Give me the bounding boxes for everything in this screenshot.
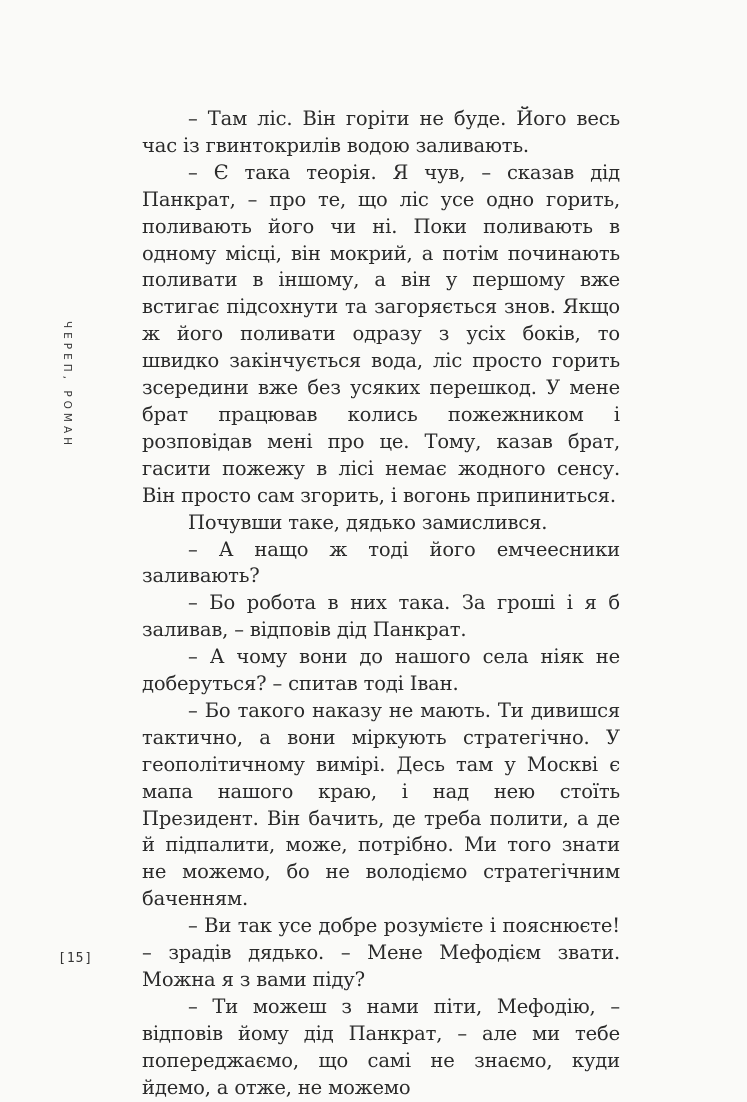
- paragraph: – Бо робота в них така. За гроші і я б заливав, – відповів дід Панкрат.: [142, 591, 620, 642]
- page-body: [142, 106, 620, 1102]
- paragraph: Почувши таке, дядько замислився.: [188, 510, 548, 534]
- paragraph: – Є така теорія. Я чув, – сказав дід Панкрат, – про те, що ліс усе одно горить, поливають його чи ні. Поки поливають в одному місці, він мокрий, а потім починають поливати в іншому, а він у першому вже встигає підсохнути та загоряється знов. Якщо ж його поливати одразу з усіх боків, то швидко закінчується вода, ліс просто горить зсередини вже без усяких перешкод. У мене брат працював колись пожежником і розповідав мені про це. Тому, казав брат, гасити пожежу в лісі немає жодного сенсу. Він просто сам згорить, і вогонь припиниться.: [142, 160, 620, 507]
- running-header-text: ЧЕРЕП, РОМАН: [61, 320, 74, 450]
- paragraph: – Бо такого наказу не мають. Ти дивишся тактично, а вони міркують стратегічно. У геополітичному вимірі. Десь там у Москві є мапа нашого краю, і над нею стоїть Президент. Він бачить, де треба полити, а де й підпалити, може, потрібно. Ми того знати не можемо, бо не володіємо стратегічним баченням.: [142, 698, 620, 911]
- running-header: [60, 290, 74, 480]
- paragraph: – Ви так усе добре розумієте і пояснюєте! – зрадів дядько. – Мене Мефодієм звати. Можна я з вами піду?: [142, 914, 620, 991]
- paragraph: – А нащо ж тоді його емчеесники заливають?: [142, 537, 620, 588]
- page-number: [15]: [58, 951, 94, 966]
- paragraph: – А чому вони до нашого села ніяк не доберуться? – спитав тоді Іван.: [142, 645, 620, 696]
- paragraph: – Там ліс. Він горіти не буде. Його весь час із гвинтокрилів водою заливають.: [142, 107, 620, 157]
- paragraph: – Ти можеш з нами піти, Мефодію, – відповів йому дід Панкрат, – але ми тебе попереджаємо, що самі не знаємо, куди йдемо, а отже, не можемо: [142, 994, 620, 1099]
